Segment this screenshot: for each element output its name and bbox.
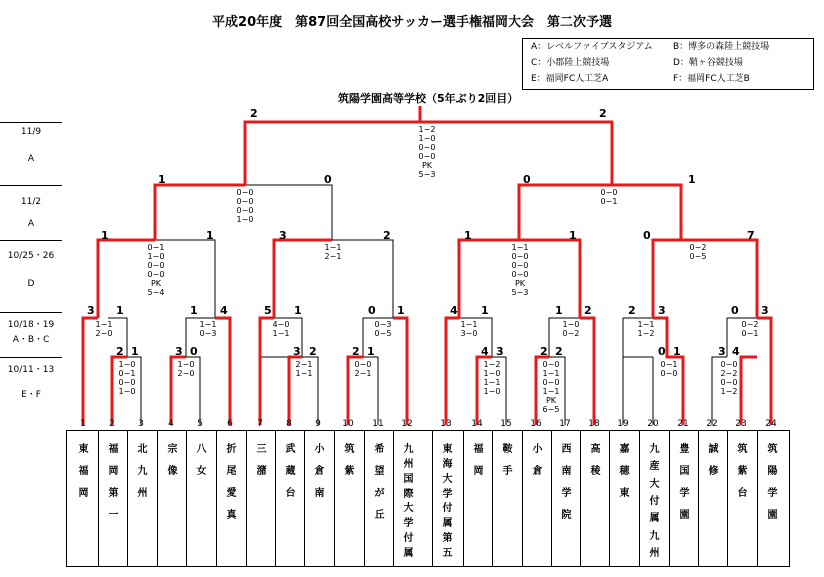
team-number: 21 bbox=[677, 419, 689, 429]
r1-1-score-left: 2 bbox=[116, 345, 124, 358]
qf2-detail: 1−1 2−1 bbox=[324, 243, 342, 261]
final-score-right: 2 bbox=[599, 107, 607, 120]
round-date-quarter: 10/25・26 bbox=[7, 251, 55, 261]
r16-1-score-right: 1 bbox=[116, 304, 124, 317]
team-number: 18 bbox=[588, 419, 600, 429]
r16-7-detail: 1−1 1−2 bbox=[637, 320, 655, 338]
qf3-score-left: 1 bbox=[464, 229, 472, 242]
team-name: 福 岡 第 一 bbox=[98, 430, 128, 567]
qf4-detail: 0−2 0−5 bbox=[689, 243, 707, 261]
team-name: 宗 像 bbox=[157, 430, 187, 567]
team-name: 筑 紫 台 bbox=[727, 430, 757, 567]
r1-7-score-left: 0 bbox=[658, 345, 666, 358]
r1-4-score-right: 1 bbox=[367, 345, 375, 358]
qf4-score-right: 7 bbox=[747, 229, 755, 242]
team-name: 武 蔵 台 bbox=[275, 430, 305, 567]
r16-3-score-right: 1 bbox=[294, 304, 302, 317]
r1-5-detail: 1−2 1−0 1−1 1−0 bbox=[483, 360, 501, 396]
r1-7-score-right: 1 bbox=[673, 345, 681, 358]
r1-2-detail: 1−0 2−0 bbox=[177, 360, 195, 378]
r16-5-detail: 1−1 3−0 bbox=[460, 320, 478, 338]
r16-6-score-left: 1 bbox=[555, 304, 563, 317]
r16-3-detail: 4−0 1−1 bbox=[272, 320, 290, 338]
r16-8-detail: 0−2 0−1 bbox=[741, 320, 759, 338]
r16-4-detail: 0−3 0−5 bbox=[374, 320, 392, 338]
team-number: 7 bbox=[257, 419, 263, 429]
team-number: 10 bbox=[342, 419, 354, 429]
team-number: 11 bbox=[372, 419, 384, 429]
r1-3-score-right: 2 bbox=[309, 345, 317, 358]
team-number: 5 bbox=[197, 419, 203, 429]
team-number: 14 bbox=[471, 419, 483, 429]
round-venue-final: A bbox=[27, 154, 35, 164]
legend-f: F：福岡FC人工芝B bbox=[673, 74, 750, 84]
team-name: 小 倉 南 bbox=[304, 430, 334, 567]
team-name: 東 海 大 学 付 属 第 五 bbox=[432, 430, 462, 567]
team-number: 8 bbox=[286, 419, 292, 429]
round-date-final: 11/9 bbox=[20, 127, 42, 137]
team-number: 9 bbox=[315, 419, 321, 429]
team-name: 嘉 穂 東 bbox=[609, 430, 639, 567]
team-number: 19 bbox=[617, 419, 629, 429]
r1-4-detail: 0−0 2−1 bbox=[354, 360, 372, 378]
qf3-score-right: 1 bbox=[569, 229, 577, 242]
team-number: 1 bbox=[80, 419, 86, 429]
team-number: 4 bbox=[168, 419, 174, 429]
r1-8-score-right: 4 bbox=[732, 345, 740, 358]
legend-a: A：レベルファイブスタジアム bbox=[531, 42, 653, 52]
team-name: 誠 修 bbox=[698, 430, 728, 567]
semi1-score-right: 0 bbox=[324, 173, 332, 186]
r16-2-score-right: 4 bbox=[220, 304, 228, 317]
team-number: 15 bbox=[500, 419, 512, 429]
r1-8-score-left: 3 bbox=[718, 345, 726, 358]
team-number: 13 bbox=[440, 419, 452, 429]
round-date-r16: 10/18・19 bbox=[7, 320, 55, 330]
semi1-score-left: 1 bbox=[158, 173, 166, 186]
r16-6-score-right: 2 bbox=[584, 304, 592, 317]
qf1-score-left: 1 bbox=[101, 229, 109, 242]
r1-7-detail: 0−1 0−0 bbox=[660, 360, 678, 378]
r16-4-score-right: 1 bbox=[397, 304, 405, 317]
legend-c: C：小郡陸上競技場 bbox=[531, 58, 610, 68]
final-score-left: 2 bbox=[250, 107, 258, 120]
team-name: 筑 紫 bbox=[334, 430, 364, 567]
loser-line bbox=[260, 357, 288, 425]
r1-3-score-left: 3 bbox=[293, 345, 301, 358]
semi2-detail: 0−0 0−1 bbox=[600, 188, 618, 206]
loser-line bbox=[245, 122, 420, 185]
r16-1-score-left: 3 bbox=[87, 304, 95, 317]
r16-4-score-left: 0 bbox=[368, 304, 376, 317]
r1-4-score-left: 2 bbox=[352, 345, 360, 358]
team-name: 九 産 大 付 属 九 州 bbox=[639, 430, 669, 567]
team-number: 16 bbox=[530, 419, 542, 429]
r1-1-score-right: 1 bbox=[131, 345, 139, 358]
round-date-semi: 11/2 bbox=[20, 197, 42, 207]
team-number: 17 bbox=[559, 419, 571, 429]
round-venue-r1: E・F bbox=[21, 390, 41, 400]
team-name: 八 女 bbox=[186, 430, 216, 567]
qf1-detail: 0−1 1−0 0−0 0−0 PK 5−4 bbox=[147, 243, 165, 297]
semi2-score-left: 0 bbox=[523, 173, 531, 186]
r16-1-detail: 1−1 2−0 bbox=[95, 320, 113, 338]
semi1-detail: 0−0 0−0 0−0 1−0 bbox=[236, 188, 254, 224]
qf4-score-left: 0 bbox=[643, 229, 651, 242]
r1-6-detail: 0−0 1−1 0−0 1−1 PK 6−5 bbox=[542, 360, 560, 414]
team-name: 東 福 岡 bbox=[78, 444, 89, 499]
r16-6-detail: 1−0 0−2 bbox=[562, 320, 580, 338]
qf2-score-right: 2 bbox=[383, 229, 391, 242]
team-name: 高 稜 bbox=[580, 430, 610, 567]
r16-8-score-right: 3 bbox=[761, 304, 769, 317]
team-name: 小 倉 bbox=[522, 430, 552, 567]
champion-note: 筑陽学園高等学校（5年ぶり2回目） bbox=[338, 92, 519, 105]
r16-2-detail: 1−1 0−3 bbox=[199, 320, 217, 338]
r16-7-score-right: 3 bbox=[658, 304, 666, 317]
round-venue-r16: A・B・C bbox=[12, 335, 50, 345]
semi2-score-right: 1 bbox=[688, 173, 696, 186]
team-number: 3 bbox=[138, 419, 144, 429]
team-name: 折 尾 愛 真 bbox=[216, 430, 246, 567]
qf2-score-left: 3 bbox=[279, 229, 287, 242]
r1-5-score-right: 3 bbox=[496, 345, 504, 358]
legend-b: B：博多の森陸上競技場 bbox=[673, 42, 770, 52]
team-number: 24 bbox=[765, 419, 777, 429]
team-number: 23 bbox=[735, 419, 747, 429]
round-date-r1: 10/11・13 bbox=[7, 365, 55, 375]
r16-5-score-left: 4 bbox=[450, 304, 458, 317]
team-name: 筑 陽 学 園 bbox=[757, 430, 787, 567]
r1-1-detail: 1−0 0−1 0−0 1−0 bbox=[118, 360, 136, 396]
r16-5-score-right: 1 bbox=[481, 304, 489, 317]
r1-6-score-left: 2 bbox=[540, 345, 548, 358]
team-name: 西 南 学 院 bbox=[551, 430, 581, 567]
legend-d: D：鞘ヶ谷競技場 bbox=[673, 58, 743, 68]
r16-8-score-left: 0 bbox=[731, 304, 739, 317]
team-number: 12 bbox=[401, 419, 413, 429]
page-title: 平成20年度 第87回全国高校サッカー選手権福岡大会 第二次予選 bbox=[212, 15, 612, 30]
round-venue-semi: A bbox=[27, 219, 35, 229]
team-number: 20 bbox=[647, 419, 659, 429]
r1-2-score-right: 0 bbox=[190, 345, 198, 358]
r1-3-detail: 2−1 1−1 bbox=[295, 360, 313, 378]
r1-6-score-right: 2 bbox=[555, 345, 563, 358]
qf3-detail: 1−1 0−0 0−0 0−0 PK 5−3 bbox=[511, 243, 529, 297]
team-name: 九 州 国 際 大 学 付 属 bbox=[393, 430, 423, 567]
team-number: 2 bbox=[109, 419, 115, 429]
r16-7-score-left: 2 bbox=[628, 304, 636, 317]
team-name: 北 九 州 bbox=[127, 430, 157, 567]
legend-e: E：福岡FC人工芝A bbox=[531, 74, 609, 84]
r1-8-detail: 0−0 2−2 0−0 1−2 bbox=[720, 360, 738, 396]
r1-2-score-left: 3 bbox=[175, 345, 183, 358]
loser-line bbox=[623, 357, 653, 425]
team-name: 福 岡 bbox=[463, 430, 493, 567]
final-detail: 1−2 1−0 0−0 0−0 PK 5−3 bbox=[418, 125, 436, 179]
team-name: 三 潴 bbox=[246, 430, 276, 567]
team-number: 6 bbox=[227, 419, 233, 429]
team-name: 希 望 が 丘 bbox=[364, 430, 394, 567]
team-number: 22 bbox=[706, 419, 718, 429]
team-name: 鞍 手 bbox=[492, 430, 522, 567]
team-name: 豊 国 学 園 bbox=[669, 430, 699, 567]
round-venue-quarter: D bbox=[27, 279, 35, 289]
r1-5-score-left: 4 bbox=[481, 345, 489, 358]
r16-3-score-left: 5 bbox=[264, 304, 272, 317]
r16-2-score-left: 1 bbox=[190, 304, 198, 317]
qf1-score-right: 1 bbox=[206, 229, 214, 242]
